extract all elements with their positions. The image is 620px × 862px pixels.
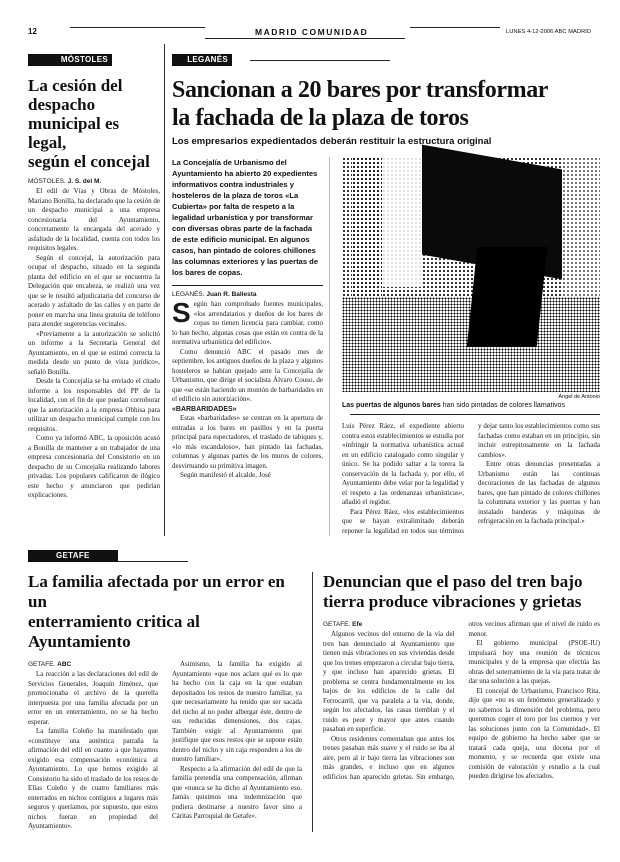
paragraph: Según han comprobado fuentes municipales, «los arrendatarios y dueños de los bares de copas no tienen licencia para cambiar, como lo han hecho, algunas cosas que están en contra de la normativa urbanística del edificio». [172,297,323,346]
paragraph: Según el concejal, la autorización para ocupar el despacho, situado en la segunda planta del edificio en el que se encuentra la Delegación que encabeza, se realizó una vez que se le resultó adjudicataria del concurso de acerado y asfaltado de las calles y en parte de poner en marcha una línea gratuita de teléfono para atender sugerencias vecinales. [28,253,160,328]
leganes-lead: La Concejalía de Urbanismo del Ayuntamiento ha abierto 20 expedientes informativos contra industriales y hosteleros de la plaza de toros «La Cubierta» por falta de respeto a la legalidad urbanística y por transformar con diversas obras parte de la fachada de este edificio municipal. En algunos casos, han pintado de colores chillones las columnas exteriores y las puertas de los bares de copas. [172,158,319,277]
getafe-headline-1: La familia afectada por un error en un enterramiento critica al Ayuntamiento [28,572,285,651]
paragraph: La reacción a las declaraciones del edil de Servicios Generales, Joaquín Jiménez, que promocionaba el archivo de la querella interpuesta por una familia afectada por un error en un enterramiento, no se ha hecho esperar. [28,670,158,726]
leganes-column-b [342,157,600,536]
date-line: LUNES 4-12-2006 ABC MADRID [506,29,592,35]
paragraph: Para Pérez Ráez, «los establecimientos que se hayan extralimitado deberán reponer la legalidad en todos sus términos y dejar tanto los establecimientos como sus fachadas como estaban en un principio, sin incluir estrepitosamente en la fachada cambios». [342,422,600,535]
paragraph: El gobierno municipal (PSOE-IU) impulsará hoy una reunión de técnicos municipales y de la empresa que efectúa las obras del soterramiento de la vía para tratar de dar una solución a las quejas. [468,639,600,685]
mostoles-article-body [28,177,160,501]
paragraph: «Previamente a la autorización se solicitó un informe a la Secretaría General del Ayuntamiento, en el que se estimó correcta la medida desde un punto de vista jurídico», señaló Bonilla. [28,329,160,376]
paragraph: Algunos vecinos del entorno de la vía del tren han denunciado al Ayuntamiento que tienen más vibraciones en sus viviendas desde que los trenes empezaron a circular bajo tierra, y que incluso han aparecido grietas. El problema se centra fundamentalmente en los bajos de los edificios de la calle del Ferrocarril, que va paralela a la vía, donde, según los afectados, las casas tiemblan y el ruido es peor y mayor que antes cuando pasaban en superficie. [323,630,455,733]
header-rule-right [410,27,500,28]
photo-credit: Ángel de Antonio [558,394,600,400]
mostoles-byline: MÓSTOLES. J. S. del M. [28,178,102,185]
leganes-headline: Sancionan a 20 bares por transformar la fachada de la plaza de toros [172,77,549,131]
paragraph: Entre otras denuncias presentadas a Urbanismo están las continuas decoraciones de las fachadas de algunos bares, que han pintado de colores chillones la columnata exterior y las puertas y han instalado banderas y máquinas de refrigeración en la fachada principal.» [478,460,600,525]
section-tag-getafe: GETAFE [28,550,118,562]
leganes-subtitle: Los empresarios expedientados deberán restituir la estructura original [172,136,492,147]
leganes-rule [250,60,390,61]
getafe-article-1-body [28,660,302,832]
leganes-article [172,44,600,536]
getafe-rule [118,561,188,562]
lead-rule [172,285,323,286]
paragraph: La familia Coleño ha manifestado que «constituye una auténtica patraña la afirmación del edil en cuanto a que hayamos exigido esa compensación económica al Ayuntamiento. Lo que hemos exigido al Consistorio ha sido el traslado de los restos de Elías Coleño y de cuatro familiares más enterrados en nichos contiguos a lugares más seguros y queríamos, por supuesto, que estos nichos fueran en propiedad del Ayuntamiento». [28,727,158,830]
header-rule-left [70,27,205,28]
page-header [0,0,620,44]
mostoles-article [28,44,160,536]
paragraph: Respecto a la afirmación del edil de que la familia pretendía una compensación, afirman que «nunca se ha dicho al Ayuntamiento eso. Jamás quisimos una indemnización que pudiera destinarse a nuestro favor sino a Cáritas Parroquial de Getafe». [172,764,302,820]
getafe-byline-1: GETAFE. ABC [28,661,72,668]
paragraph: Asimismo, la familia ha exigido al Ayuntamiento «que nos aclare qué es lo que ha hecho con la caja en la que estaban depositados los restos de nuestro familiar, ya que necesariamente ha tenido que ser sacada del nicho al no poder albergar éste, dentro de sus reducidas dimensiones, dos cajas. También exigir al Ayuntamiento que justifique que esos restos que se supone están dentro del nicho y sin caja responden a los de nuestro familiar». [172,660,302,763]
column-divider [164,44,165,536]
top-section [0,44,620,536]
getafe-article-1 [28,572,302,832]
getafe-headline-2: Denuncian que el paso del tren bajo tierra produce vibraciones y grietas [323,572,583,611]
leganes-byline: LEGANÉS. Juan R. Ballesta [172,291,257,298]
paragraph: Luis Pérez Ráez, el expediente abierto contra estos establecimientos se estudia por «infringir la normativa urbanística actual en un edificio catalogado como singular y único. Se ha podido saltar a la torera la conservación de la fachada y, por ello, el Ayuntamiento debe velar por la legalidad y el respeto a las ordenanzas urbanísticas», añadió el regidor. [342,422,464,506]
leganes-body-col1 [172,290,323,481]
paragraph: El concejal de Urbanismo, Francisco Rita, dijo que «no es un fenómeno generalizado y no sabemos la dimensión del problema, pero queremos coger el toro por los cuernos y ver las soluciones junto con la Comunidad». El equipo de gobierno ha hecho saber que se tratará cada queja, una docena por el momento, y se recuerda que existe una comisión de valoración y estudio a la cual pueden dirigirse los afectados. [468,686,600,780]
paragraph: El edil de Vías y Obras de Móstoles, Mariano Bonilla, ha declarado que la cesión de un despacho municipal a una empresa concesionaria del Ayuntamiento, concretamente la encargada del acerado y asfaltado de la localidad, cuenta con todos los requisitos legales. [28,187,160,252]
photo-caption: Las puertas de algunos bares han sido pintadas de colores llamativos [342,402,565,409]
header-rule-center [205,38,405,39]
paragraph: Según manifestó el alcalde, José [180,471,271,479]
caption-rule [350,414,600,415]
mostoles-headline: La cesión del despacho municipal es legal, según el concejal [28,76,150,171]
bar-doors-photo [342,157,600,392]
section-tag-leganes: LEGANÉS [172,54,232,66]
leganes-body-cols [342,422,600,536]
getafe-section [0,536,620,842]
section-title: MADRID COMUNIDAD [255,27,369,37]
paragraph: Estas «barbaridades» se centran en la apertura de entradas a los bares en pasillos y en la puerta principal para espectadores, el traslado de tabiques y, «lo más escandaloso», han pintado las fachadas, columnas y algunas partes de los muros de colores, desvirtuando su primitiva imagen. [172,414,323,470]
getafe-article-2-body [323,620,600,782]
paragraph: Otros residentes comentaban que antes los trenes pasaban más suave y el ruido se iba al aire, pero al ir bajo tierra las vibraciones son más grandes, e incluso que en algunos edificios han aparecido grietas. Sin embargo, otros vecinos afirman que el nivel de ruido es menor. [323,620,600,781]
paragraph: Como ya informó ABC, la oposición acusó a Bonilla de mantener a un trabajador de una empresa concesionaria del Consistorio en un despacho de su Concejalía realizando labores privadas. Los populares calificaron de ilógico este hecho y anunciaron que pedirían explicaciones. [28,434,160,499]
page-number: 12 [28,27,37,36]
subhead: «BARBARIDADES» [172,405,237,413]
paragraph: Como denunció ABC el pasado mes de septiembre, los antiguos dueños de la plaza y algunos hosteleros se habían quejado ante la Concejalía de Urbanismo, que dirige el socialista Álvaro Couso, de que «se están haciendo un montón de barbaridades en el edificio sin autorización». [172,347,323,403]
paragraph: Desde la Concejalía se ha enviado el citado informe a los responsables del PP de la localidad, con el fin de que puedan corroborar que la autorización a la empresa Obhisa para utilizar un despacho municipal cumple con los requisitos. [28,377,160,433]
leganes-column-a [172,157,330,536]
getafe-article-2 [312,572,600,832]
getafe-byline-2: GETAFE. Efe [323,621,363,628]
section-tag-mostoles: MÓSTOLES [28,54,112,66]
